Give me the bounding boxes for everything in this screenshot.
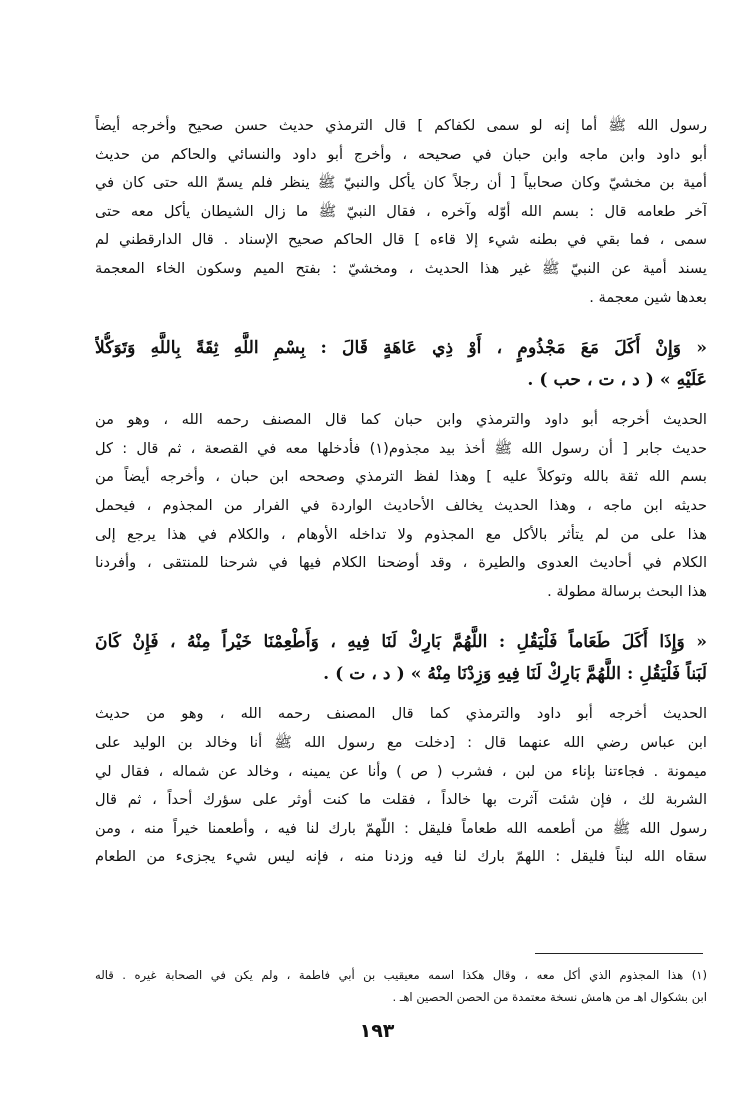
matn-paragraph-1: [95, 332, 707, 396]
text-line: أبو داود وابن ماجه وابن حبان في صحيحه ، وأخرج أبو داود والنسائي والحاكم من حديث: [95, 145, 707, 163]
matn-line: لَبَناً فَلْيَقُلِ : اللَّهُمَّ بَارِكْ لَنَا فِيهِ وَزِدْنَا مِنْهُ » ( د ، ت ) .: [323, 664, 707, 685]
text-line: الحديث أخرجه أبو داود والترمذي وابن حبان كما قال المصنف رحمه الله ، وهو من: [95, 411, 707, 429]
text-line: هذا البحث برسالة مطولة .: [547, 582, 707, 600]
footnote-separator: [535, 953, 703, 954]
text-line: حديثه ابن ماجه ، وهذا الحديث يخالف الأحاديث الواردة في الفرار من المجذوم ، فيحمل: [95, 496, 707, 514]
footnote-line: (١) هذا المجذوم الذي أكل معه ، وقال هكذا اسمه معيقيب بن أبي فاطمة ، ولم يكن في الصحابة غيره . قاله: [95, 968, 707, 982]
text-line: هذا على من لم يتأثر بالأكل مع المجذوم ولا تداخله الأوهام ، والكلام في هذا يرجع إلى: [95, 525, 707, 543]
footnotes: [95, 964, 707, 1008]
text-line: الشربة لك ، فإن شئت آثرت بها خالداً ، فقلت ما كنت أوثر على سؤرك أحداً ، ثم قال: [95, 791, 707, 809]
text-line: أمية بن مخشيّ وكان صحابياً [ أن رجلاً كان يأكل والنبيّ ﷺ ينظر فلم يسمّ الله حتى كان في: [95, 174, 707, 192]
commentary-paragraph-2: [95, 406, 707, 606]
text-line: ابن عباس رضي الله عنهما قال : [دخلت مع رسول الله ﷺ أنا وخالد بن الوليد على: [95, 733, 707, 751]
commentary-paragraph-1: [95, 112, 707, 312]
text-line: سقاه الله لبناً فليقل : اللهمّ بارك لنا فيه وزدنا منه ، فإنه ليس شيء يجزىء من الطعام: [95, 848, 707, 866]
text-line: الحديث أخرجه أبو داود والترمذي كما قال المصنف رحمه الله ، وهو من حديث: [95, 705, 707, 723]
footnote-line: ابن بشكوال اهـ من هامش نسخة معتمدة من الحصن الحصين اهـ .: [392, 990, 707, 1004]
text-line: يسند أمية عن النبيّ ﷺ غير هذا الحديث ، ومخشيّ : بفتح الميم وسكون الخاء المعجمة: [95, 259, 707, 277]
text-line: حديث جابر [ أن رسول الله ﷺ أخذ بيد مجذوم(١) فأدخلها معه في القصعة ، ثم قال : كل: [95, 439, 707, 457]
text-line: رسول الله ﷺ من أطعمه الله طعاماً فليقل : اللّهمّ بارك لنا فيه ، وأطعمنا خيراً منه ، ومن: [95, 819, 707, 837]
page-number: ١٩٣: [359, 1020, 395, 1042]
text-line: الكلام في أحاديث العدوى والطيرة ، وقد أوضحنا الكلام فيها في شرحنا للمنتقى ، وأفردنا: [95, 554, 707, 572]
text-line: بسم الله ثقة بالله وتوكلاً عليه ] وهذا لفظ الترمذي وصححه ابن حبان ، وأخرجه أيضاً من: [95, 468, 707, 486]
matn-line: عَلَيْهِ » ( د ، ت ، حب ) .: [527, 370, 707, 391]
matn-line: « وَإِنْ أَكَلَ مَعَ مَجْذُومٍ ، أَوْ ذِي عَاهَةٍ قَالَ : بِسْمِ اللَّهِ ثِقَةً بِاللَّهِ وَتَوَكُّلاً: [95, 338, 707, 359]
commentary-paragraph-3: [95, 700, 707, 872]
text-line: آخر طعامه قال : بسم الله أوّله وآخره ، فقال النبيّ ﷺ ما زال الشيطان يأكل معه حتى: [95, 202, 707, 220]
text-line: سمى ، فما بقي في بطنه شيء إلا قاءه ] قال الحاكم صحيح الإسناد . قال الدارقطني لم: [95, 231, 707, 249]
matn-line: « وَإِذَا أَكَلَ طَعَاماً فَلْيَقُلِ : اللَّهُمَّ بَارِكْ لَنَا فِيهِ ، وَأَطْعِمْنَا خَيْراً مِنْهُ ، فَإِنْ كَانَ: [95, 632, 707, 653]
text-line: بعدها شين معجمة .: [589, 288, 707, 306]
matn-paragraph-2: [95, 626, 707, 690]
text-line: ميمونة . فجاءتنا بإناء من لبن ، فشرب ( ص ) وأنا عن يمينه ، وخالد عن شماله ، فقال لي: [95, 762, 707, 780]
text-line: رسول الله ﷺ أما إنه لو سمى لكفاكم ] قال الترمذي حديث حسن صحيح وأخرجه أيضاً: [95, 117, 707, 134]
page-body: [95, 112, 707, 892]
